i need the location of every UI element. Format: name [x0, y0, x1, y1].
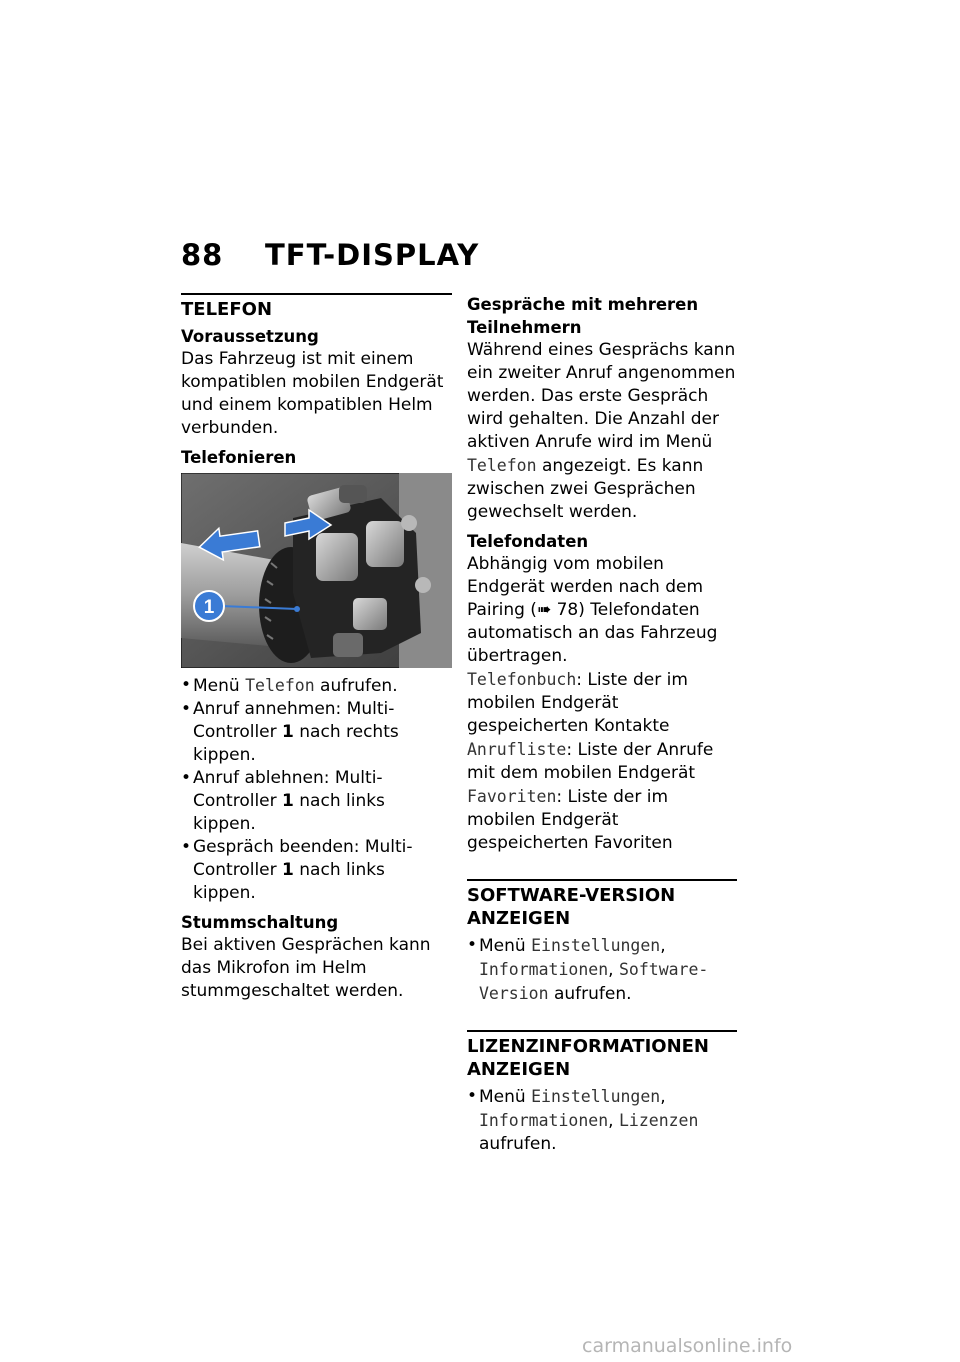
bullets-lizenzinformationen: [467, 1085, 737, 1156]
right-column: [467, 293, 737, 1162]
page-reference-link[interactable]: 78: [551, 600, 579, 620]
section-title-telefon: TELEFON: [181, 299, 273, 320]
list-item: • Menü Telefon aufrufen.: [181, 674, 452, 698]
list-item: • Menü Einstellungen, Informationen, Software-Version aufrufen.: [467, 934, 737, 1006]
list-item: Telefonbuch: Liste der im mobilen Endgerät gespeicherten Kontakte: [467, 670, 688, 736]
list-item: • Anruf annehmen: Multi-Controller 1 nach rechts kippen.: [181, 698, 452, 767]
section-rule: [467, 1030, 737, 1032]
subtitle-telefonieren: Telefonieren: [181, 448, 297, 467]
list-item: • Gespräch beenden: Multi-Controller 1 nach links kippen.: [181, 836, 452, 905]
section-rule: [467, 879, 737, 881]
list-item: Favoriten: Liste der im mobilen Endgerät gespeicherten Favoriten: [467, 787, 673, 853]
subtitle-voraussetzung: Voraussetzung: [181, 327, 319, 346]
subtitle-telefondaten: Telefondaten: [467, 532, 589, 551]
page-header: [181, 238, 479, 272]
list-item: • Anruf ablehnen: Multi-Controller 1 nach links kippen.: [181, 767, 452, 836]
watermark: carmanualsonline.info: [582, 1335, 793, 1357]
text-voraussetzung: Das Fahrzeug ist mit einem kompatiblen mobilen Endgerät und einem kompatiblen Helm verbunden.: [181, 349, 444, 438]
bullets-telefonieren: [181, 674, 452, 905]
page-number: 88: [181, 238, 224, 272]
bullets-software-version: [467, 934, 737, 1006]
subtitle-stummschaltung: Stummschaltung: [181, 913, 339, 932]
subtitle-mehrere-teilnehmer: Gespräche mit mehreren Teilnehmern: [467, 295, 699, 337]
list-item: • Menü Einstellungen, Informationen, Lizenzen aufrufen.: [467, 1085, 737, 1156]
handlebar-controller-figure: [181, 473, 452, 668]
left-column: [181, 293, 452, 1009]
section-title-lizenzinformationen: LIZENZINFORMATIONEN ANZEIGEN: [467, 1036, 709, 1080]
section-rule: [181, 293, 452, 295]
page-reference-arrow-icon: ➠: [536, 600, 552, 620]
list-item: Anrufliste: Liste der Anrufe mit dem mobilen Endgerät: [467, 740, 714, 783]
section-title-software-version: SOFTWARE-VERSION ANZEIGEN: [467, 885, 676, 929]
text-stummschaltung: Bei aktiven Gesprächen kann das Mikrofon im Helm stummgeschaltet werden.: [181, 935, 431, 1001]
text-telefondaten: Abhängig vom mobilen Endgerät werden nach dem Pairing (➠ 78) Telefondaten automatisch an das Fahrzeug übertragen.: [467, 554, 718, 666]
figure-callout-1: 1: [203, 597, 215, 618]
text-mehrere-teilnehmer: Während eines Gesprächs kann ein zweiter Anruf angenommen werden. Das erste Gespräch wird gehalten. Die Anzahl der aktiven Anrufe wird im Menü Telefon angezeigt. Es kann zwischen zwei Gesprächen gewechselt werden.: [467, 340, 736, 522]
chapter-title: TFT-DISPLAY: [265, 238, 480, 272]
